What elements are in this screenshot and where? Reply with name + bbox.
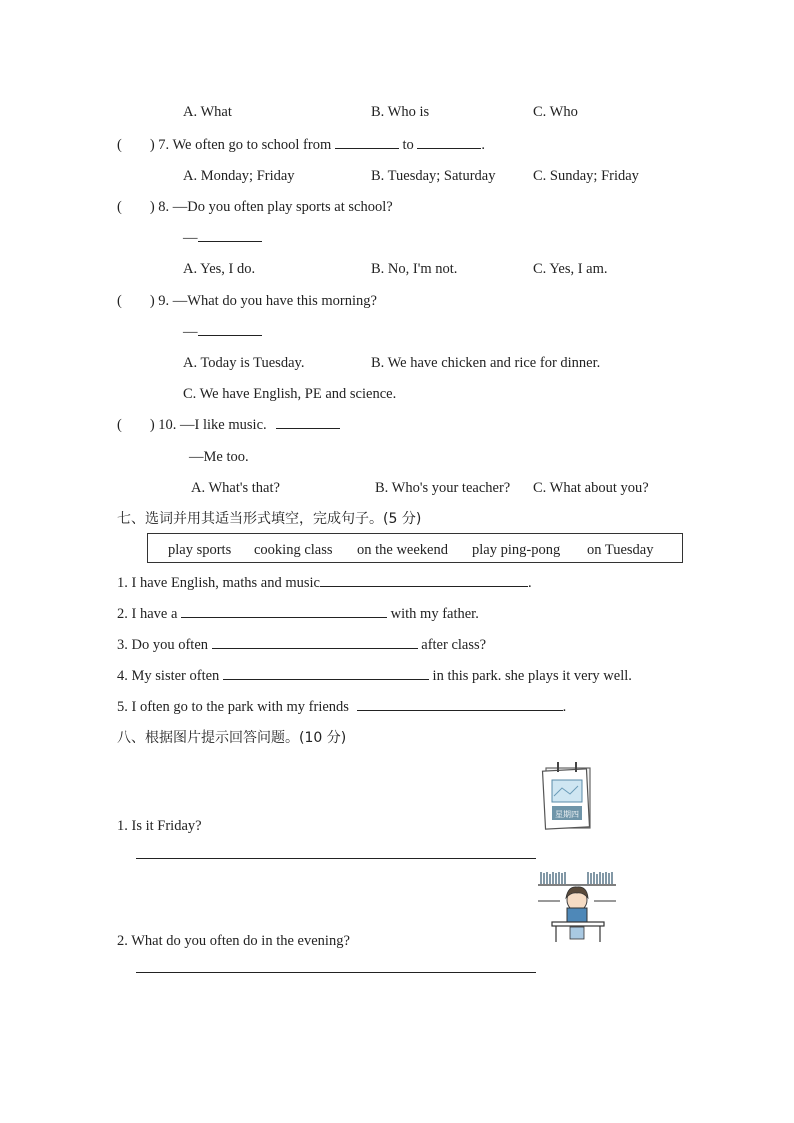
s8-answer-line-1[interactable] [136, 858, 536, 859]
s8-answer-line-2[interactable] [136, 972, 536, 973]
s7-blank-1[interactable] [320, 574, 528, 587]
q6-option-c: C. Who [533, 104, 578, 120]
q9-answer-line: — [183, 323, 262, 341]
q7-blank-1[interactable] [335, 136, 399, 149]
calendar-picture [540, 760, 600, 832]
s7-sentence-2: 2. I have a with my father. [117, 606, 479, 622]
q7-stem: ) 7. We often go to school from [149, 137, 332, 153]
s7-sentence-1: 1. I have English, maths and music . [117, 575, 532, 591]
q9-choice-a: A. Today is Tuesday. [183, 355, 305, 371]
calendar-day-text: 星期四 [555, 810, 579, 819]
s8-question-2: 2. What do you often do in the evening? [117, 933, 350, 949]
boy-book [567, 908, 587, 922]
q7-choice-a: A. Monday; Friday [183, 168, 295, 184]
q6-option-b: B. Who is [371, 104, 430, 120]
q9-stem: ) 9. —What do you have this morning? [149, 293, 377, 309]
q7-choice-c: C. Sunday; Friday [533, 168, 639, 184]
s7-blank-2[interactable] [181, 605, 387, 618]
q7-end: . [481, 137, 486, 153]
word-bank-item: play sports [168, 542, 232, 558]
q10-choice-b: B. Who's your teacher? [375, 480, 511, 496]
q9-question: ( ) 9. —What do you have this morning? [117, 293, 377, 309]
section7-title: 七、选词并用其适当形式填空，完成句子。(5 分) [117, 511, 422, 527]
q9-blank[interactable] [198, 323, 262, 336]
s7-sentence-5: 5. I often go to the park with my friends . [117, 699, 567, 715]
q7-paren-open: ( [117, 137, 122, 153]
q7-question [117, 136, 485, 154]
s7-sentence-4: 4. My sister often in this park. she plays it very well. [117, 668, 632, 684]
s7-blank-4[interactable] [223, 667, 429, 680]
word-bank-item: play ping-pong [472, 542, 561, 558]
q7-to: to [402, 137, 414, 153]
section8-title: 八、根据图片提示回答问题。(10 分) [117, 730, 347, 746]
q8-blank[interactable] [198, 229, 262, 242]
q10-choice-a: A. What's that? [191, 480, 280, 496]
q6-option-a: A. What [183, 104, 232, 120]
calendar-window [552, 780, 582, 802]
q10-question: ( ) 10. —I like music. [117, 416, 340, 434]
q7-choice-b: B. Tuesday; Saturday [371, 168, 496, 184]
word-bank-item: cooking class [254, 542, 333, 558]
q7-blank-2[interactable] [417, 136, 481, 149]
q9-choice-b: B. We have chicken and rice for dinner. [371, 355, 601, 371]
q8-choice-a: A. Yes, I do. [183, 261, 256, 277]
q10-stem: ) 10. —I like music. [149, 417, 267, 433]
desk-top [552, 922, 604, 926]
s7-blank-3[interactable] [212, 636, 418, 649]
word-bank-item: on the weekend [357, 542, 448, 558]
q8-choice-c: C. Yes, I am. [533, 261, 608, 277]
word-bank-item: on Tuesday [587, 542, 654, 558]
q10-blank[interactable] [276, 416, 340, 429]
q10-reply: —Me too. [189, 449, 249, 465]
s7-sentence-3: 3. Do you often after class? [117, 637, 487, 653]
q8-question: ( ) 8. —Do you often play sports at school? [117, 199, 393, 215]
q10-choice-c: C. What about you? [533, 480, 649, 496]
q8-answer-line: — [183, 229, 262, 247]
s7-blank-5[interactable] [357, 698, 563, 711]
boy-legs [570, 927, 584, 939]
q8-stem: ) 8. —Do you often play sports at school? [149, 199, 393, 215]
reading-boy-picture [538, 870, 616, 944]
q8-choice-b: B. No, I'm not. [371, 261, 458, 277]
s8-question-1: 1. Is it Friday? [117, 818, 202, 834]
word-bank-box [147, 533, 683, 563]
q9-choice-c: C. We have English, PE and science. [183, 386, 397, 402]
